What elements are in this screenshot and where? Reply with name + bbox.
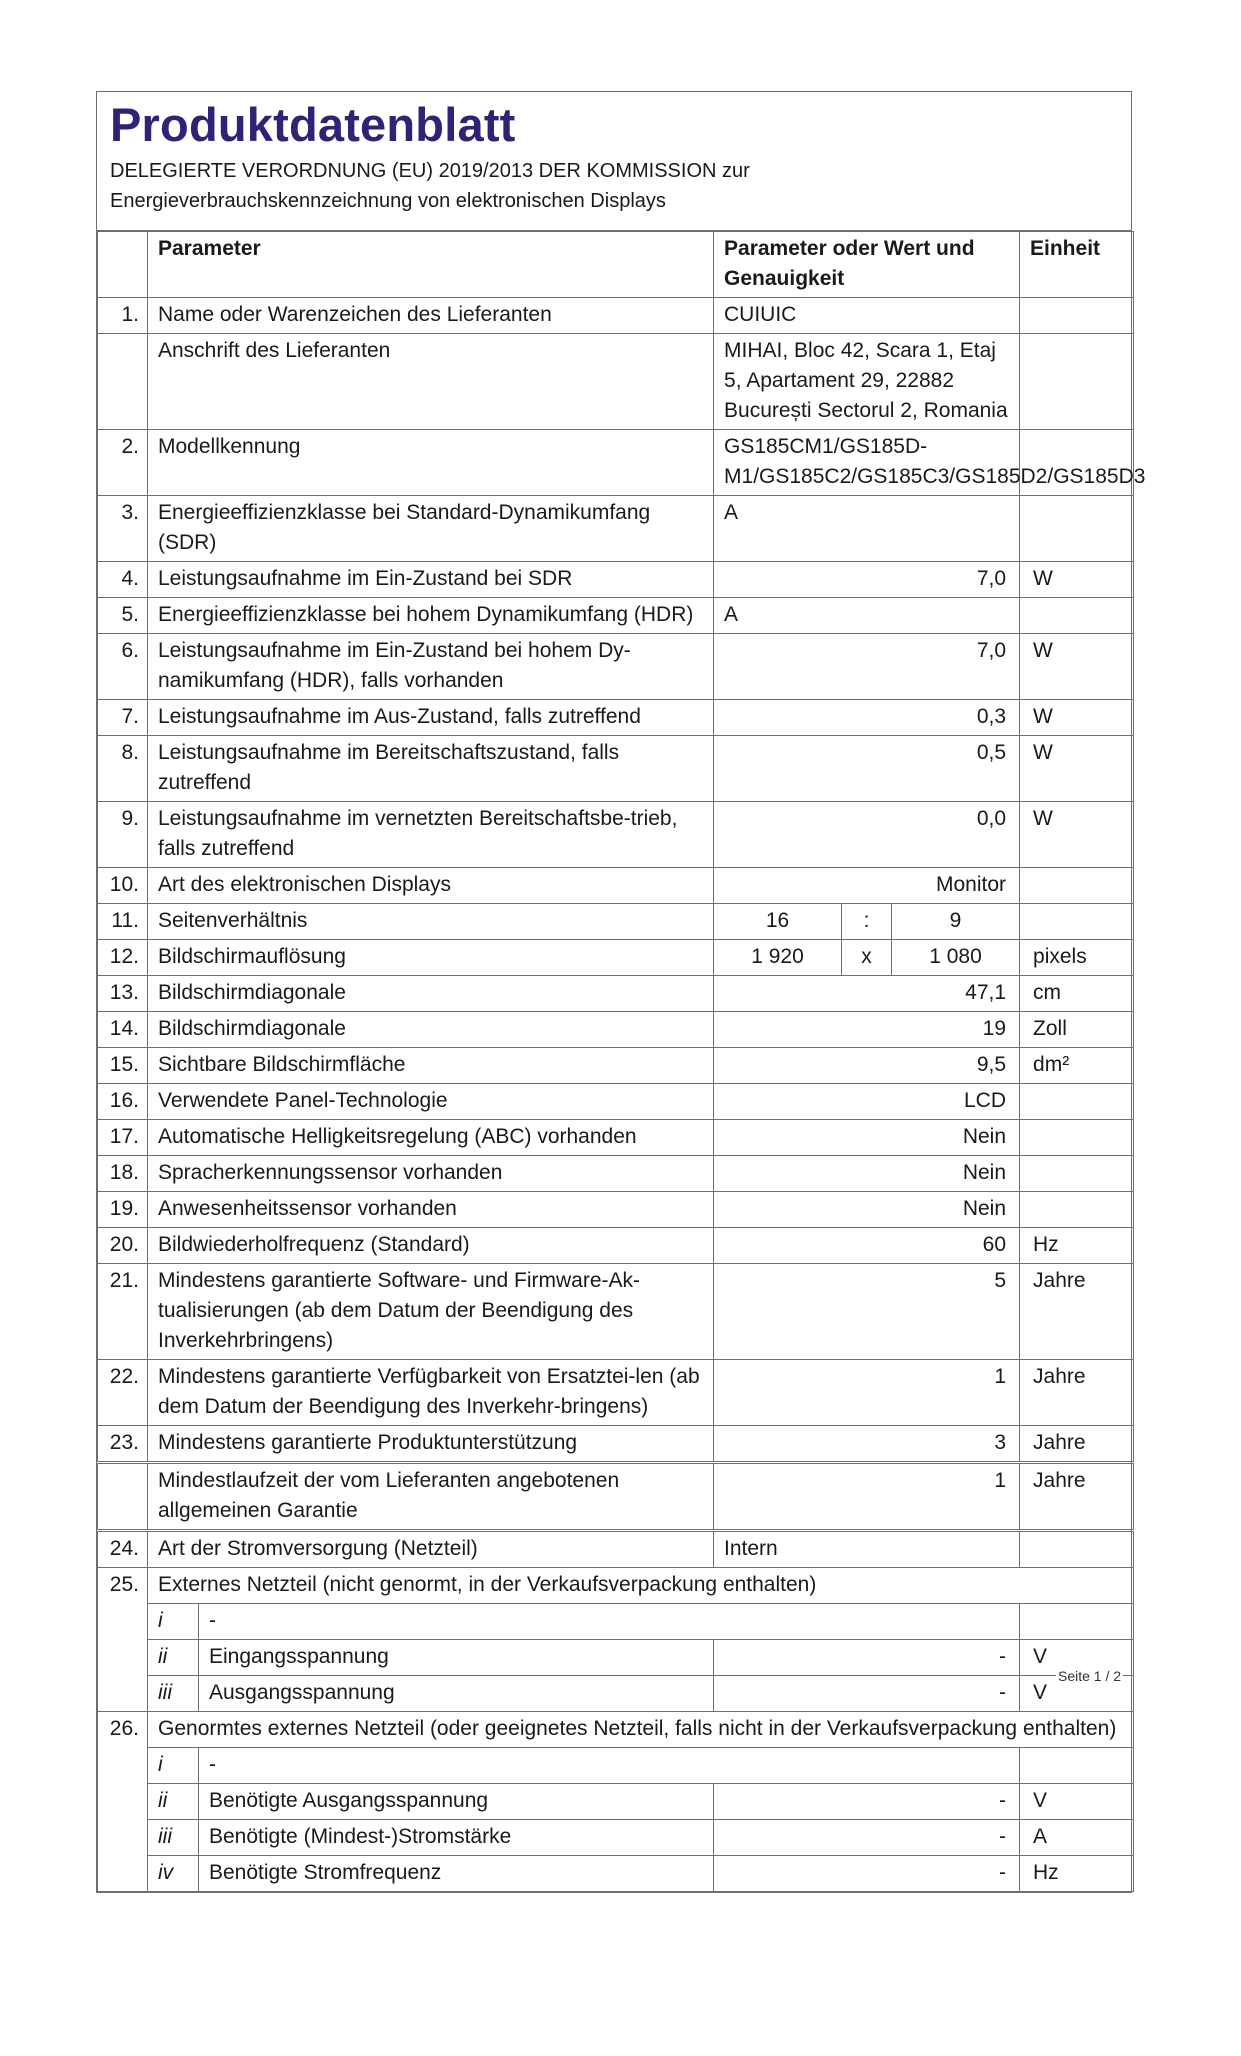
row-number: 16. xyxy=(98,1084,148,1120)
section-26-title: Genormtes externes Netzteil (oder geeignetes Netzteil, falls nicht in der Verkaufsverpackung enthalten) xyxy=(148,1712,1134,1748)
row-number: 21. xyxy=(98,1264,148,1360)
row-value: 47,1 xyxy=(714,976,1020,1012)
row-value: 0,5 xyxy=(714,736,1020,802)
row-parameter: Bildschirmauflösung xyxy=(148,940,714,976)
item-value: - xyxy=(714,1820,1020,1856)
row-unit xyxy=(1020,598,1134,634)
row-unit: Jahre xyxy=(1020,1360,1134,1426)
row-value: Intern xyxy=(714,1531,1020,1568)
row-number: 4. xyxy=(98,562,148,598)
row-unit: Jahre xyxy=(1020,1426,1134,1463)
table-row xyxy=(98,1463,1134,1531)
row-parameter: Mindestlaufzeit der vom Lieferanten angebotenen allgemeinen Garantie xyxy=(148,1463,714,1531)
row-value: 7,0 xyxy=(714,634,1020,700)
item-unit: V xyxy=(1020,1640,1134,1676)
row-unit: W xyxy=(1020,736,1134,802)
row-number: 11. xyxy=(98,904,148,940)
row-value: 19 xyxy=(714,1012,1020,1048)
table-row xyxy=(98,1120,1134,1156)
table-row xyxy=(98,700,1134,736)
row-parameter: Bildwiederholfrequenz (Standard) xyxy=(148,1228,714,1264)
row-parameter: Modellkennung xyxy=(148,430,714,496)
row-parameter: Verwendete Panel-Technologie xyxy=(148,1084,714,1120)
row-parameter: Leistungsaufnahme im Bereitschaftszustand, falls zutreffend xyxy=(148,736,714,802)
table-row xyxy=(98,430,1134,496)
table-row xyxy=(98,496,1134,562)
table-row xyxy=(98,1228,1134,1264)
row-number: 5. xyxy=(98,598,148,634)
row-parameter: Art der Stromversorgung (Netzteil) xyxy=(148,1531,714,1568)
section-26-number: 26. xyxy=(98,1712,148,1892)
row-value: Nein xyxy=(714,1156,1020,1192)
row-parameter: Mindestens garantierte Produktunterstützung xyxy=(148,1426,714,1463)
item-index: ii xyxy=(148,1784,199,1820)
item-unit: V xyxy=(1020,1784,1134,1820)
table-row xyxy=(98,1012,1134,1048)
item-unit: A xyxy=(1020,1820,1134,1856)
table-header-row xyxy=(98,232,1134,298)
row-parameter: Leistungsaufnahme im vernetzten Bereitschaftsbe-trieb, falls zutreffend xyxy=(148,802,714,868)
item-label: Benötigte Ausgangsspannung xyxy=(199,1784,714,1820)
row-number: 23. xyxy=(98,1426,148,1463)
table-row xyxy=(98,868,1134,904)
row-parameter: Anwesenheitssensor vorhanden xyxy=(148,1192,714,1228)
item-unit: V xyxy=(1020,1676,1134,1712)
row-unit: Jahre xyxy=(1020,1463,1134,1531)
item-index: i xyxy=(148,1748,199,1784)
table-row xyxy=(98,904,1134,940)
row-number: 7. xyxy=(98,700,148,736)
row-parameter: Anschrift des Lieferanten xyxy=(148,334,714,430)
row-value: 60 xyxy=(714,1228,1020,1264)
row-unit xyxy=(1020,904,1134,940)
table-row xyxy=(98,940,1134,976)
section-25-item-row xyxy=(98,1640,1134,1676)
row-parameter: Art des elektronischen Displays xyxy=(148,868,714,904)
row-number: 20. xyxy=(98,1228,148,1264)
item-index: i xyxy=(148,1604,199,1640)
item-value: - xyxy=(714,1676,1020,1712)
row-value: Monitor xyxy=(714,868,1020,904)
product-data-sheet xyxy=(96,91,1146,1893)
section-26-item-row xyxy=(98,1820,1134,1856)
row-unit: W xyxy=(1020,634,1134,700)
row-unit: Jahre xyxy=(1020,1264,1134,1360)
row-parameter: Mindestens garantierte Software- und Firmware-Ak-tualisierungen (ab dem Datum der Beendigung des Inverkehrbringens) xyxy=(148,1264,714,1360)
row-number: 19. xyxy=(98,1192,148,1228)
row-parameter: Leistungsaufnahme im Ein-Zustand bei hohem Dy-namikumfang (HDR), falls vorhanden xyxy=(148,634,714,700)
row-number xyxy=(98,1463,148,1531)
row-unit: Zoll xyxy=(1020,1012,1134,1048)
row-value: Nein xyxy=(714,1192,1020,1228)
row-value-separator: x xyxy=(842,940,892,976)
row-value: 0,3 xyxy=(714,700,1020,736)
row-parameter: Leistungsaufnahme im Ein-Zustand bei SDR xyxy=(148,562,714,598)
table-row xyxy=(98,634,1134,700)
row-unit xyxy=(1020,334,1134,430)
row-value: 1 xyxy=(714,1360,1020,1426)
row-value-separator: : xyxy=(842,904,892,940)
section-25-item-row xyxy=(98,1604,1134,1640)
parameter-table xyxy=(97,231,1146,1892)
row-number: 22. xyxy=(98,1360,148,1426)
table-row xyxy=(98,736,1134,802)
row-value-a: 16 xyxy=(714,904,842,940)
regulation-subtitle xyxy=(110,156,1118,216)
table-row xyxy=(98,976,1134,1012)
section-26-item-row xyxy=(98,1748,1134,1784)
row-number: 10. xyxy=(98,868,148,904)
row-value: GS185CM1/GS185D-M1/GS185C2/GS185C3/GS185D2/GS185D3 xyxy=(714,430,1020,496)
row-value: 5 xyxy=(714,1264,1020,1360)
item-label: Benötigte Stromfrequenz xyxy=(199,1856,714,1892)
row-unit xyxy=(1020,298,1134,334)
row-parameter: Automatische Helligkeitsregelung (ABC) vorhanden xyxy=(148,1120,714,1156)
section-25-title: Externes Netzteil (nicht genormt, in der Verkaufsverpackung enthalten) xyxy=(148,1568,1134,1604)
row-unit: cm xyxy=(1020,976,1134,1012)
page-title: Produktdatenblatt xyxy=(110,98,516,151)
row-number: 6. xyxy=(98,634,148,700)
table-row xyxy=(98,1156,1134,1192)
row-number: 14. xyxy=(98,1012,148,1048)
subtitle-line-2: Energieverbrauchskennzeichnung von elektronischen Displays xyxy=(110,190,666,212)
section-25-title-row xyxy=(98,1568,1134,1604)
page-number: Seite 1 / 2 xyxy=(1058,1668,1122,1684)
row-number: 24. xyxy=(98,1531,148,1568)
item-label: - xyxy=(199,1748,1020,1784)
section-25-item-row xyxy=(98,1676,1134,1712)
item-index: iii xyxy=(148,1676,199,1712)
row-value: MIHAI, Bloc 42, Scara 1, Etaj 5, Apartament 29, 22882 București Sectorul 2, Romania xyxy=(714,334,1020,430)
row-value: CUIUIC xyxy=(714,298,1020,334)
row-number: 15. xyxy=(98,1048,148,1084)
row-unit: dm² xyxy=(1020,1048,1134,1084)
row-value-a: 1 920 xyxy=(714,940,842,976)
row-number: 12. xyxy=(98,940,148,976)
table-row xyxy=(98,562,1134,598)
item-label: - xyxy=(199,1604,1020,1640)
table-row xyxy=(98,334,1134,430)
table-row xyxy=(98,1360,1134,1426)
item-label: Ausgangsspannung xyxy=(199,1676,714,1712)
row-number xyxy=(98,334,148,430)
row-value: A xyxy=(714,496,1020,562)
row-value: 1 xyxy=(714,1463,1020,1531)
table-row xyxy=(98,1048,1134,1084)
row-parameter: Mindestens garantierte Verfügbarkeit von Ersatztei-len (ab dem Datum der Beendigung des Inverkehr-bringens) xyxy=(148,1360,714,1426)
section-25-number: 25. xyxy=(98,1568,148,1712)
table-row xyxy=(98,298,1134,334)
row-unit: pixels xyxy=(1020,940,1134,976)
row-parameter: Bildschirmdiagonale xyxy=(148,976,714,1012)
row-parameter: Energieeffizienzklasse bei hohem Dynamikumfang (HDR) xyxy=(148,598,714,634)
row-parameter: Bildschirmdiagonale xyxy=(148,1012,714,1048)
row-parameter: Seitenverhältnis xyxy=(148,904,714,940)
table-row xyxy=(98,1426,1134,1463)
table-row xyxy=(98,1264,1134,1360)
row-parameter: Spracherkennungssensor vorhanden xyxy=(148,1156,714,1192)
row-value: 9,5 xyxy=(714,1048,1020,1084)
row-unit xyxy=(1020,1084,1134,1120)
row-parameter: Energieeffizienzklasse bei Standard-Dynamikumfang (SDR) xyxy=(148,496,714,562)
row-unit xyxy=(1020,1156,1134,1192)
row-value: 0,0 xyxy=(714,802,1020,868)
subtitle-line-1: DELEGIERTE VERORDNUNG (EU) 2019/2013 DER KOMMISSION zur xyxy=(110,160,750,182)
row-unit: W xyxy=(1020,562,1134,598)
row-unit xyxy=(1020,868,1134,904)
item-label: Eingangsspannung xyxy=(199,1640,714,1676)
header-num-cell xyxy=(98,232,148,298)
item-value: - xyxy=(714,1856,1020,1892)
row-number: 9. xyxy=(98,802,148,868)
item-index: ii xyxy=(148,1640,199,1676)
row-value: A xyxy=(714,598,1020,634)
row-number: 18. xyxy=(98,1156,148,1192)
item-index: iii xyxy=(148,1820,199,1856)
row-unit xyxy=(1020,496,1134,562)
header-value: Parameter oder Wert und Genauigkeit xyxy=(714,232,1020,298)
row-value: 7,0 xyxy=(714,562,1020,598)
row-parameter: Leistungsaufnahme im Aus-Zustand, falls zutreffend xyxy=(148,700,714,736)
row-value: LCD xyxy=(714,1084,1020,1120)
row-parameter: Name oder Warenzeichen des Lieferanten xyxy=(148,298,714,334)
header-parameter: Parameter xyxy=(148,232,714,298)
section-26-item-row xyxy=(98,1784,1134,1820)
item-value: - xyxy=(714,1640,1020,1676)
row-number: 1. xyxy=(98,298,148,334)
row-value-b: 1 080 xyxy=(892,940,1020,976)
row-value-b: 9 xyxy=(892,904,1020,940)
item-index: iv xyxy=(148,1856,199,1892)
row-unit: W xyxy=(1020,700,1134,736)
row-number: 13. xyxy=(98,976,148,1012)
item-unit xyxy=(1020,1748,1134,1784)
item-unit xyxy=(1020,1604,1134,1640)
row-unit: Hz xyxy=(1020,1228,1134,1264)
row-unit: W xyxy=(1020,802,1134,868)
table-row xyxy=(98,1084,1134,1120)
row-unit xyxy=(1020,1120,1134,1156)
row-value: 3 xyxy=(714,1426,1020,1463)
section-26-item-row xyxy=(98,1856,1134,1892)
item-value: - xyxy=(714,1784,1020,1820)
item-unit: Hz xyxy=(1020,1856,1134,1892)
row-parameter: Sichtbare Bildschirmfläche xyxy=(148,1048,714,1084)
item-label: Benötigte (Mindest-)Stromstärke xyxy=(199,1820,714,1856)
table-row xyxy=(98,802,1134,868)
row-number: 2. xyxy=(98,430,148,496)
row-unit xyxy=(1020,1531,1134,1568)
row-unit xyxy=(1020,1192,1134,1228)
table-row xyxy=(98,598,1134,634)
section-26-title-row xyxy=(98,1712,1134,1748)
row-value: Nein xyxy=(714,1120,1020,1156)
header-unit: Einheit xyxy=(1020,232,1134,298)
sheet-header xyxy=(97,92,1131,231)
table-row xyxy=(98,1531,1134,1568)
row-number: 17. xyxy=(98,1120,148,1156)
row-number: 3. xyxy=(98,496,148,562)
row-number: 8. xyxy=(98,736,148,802)
table-row xyxy=(98,1192,1134,1228)
